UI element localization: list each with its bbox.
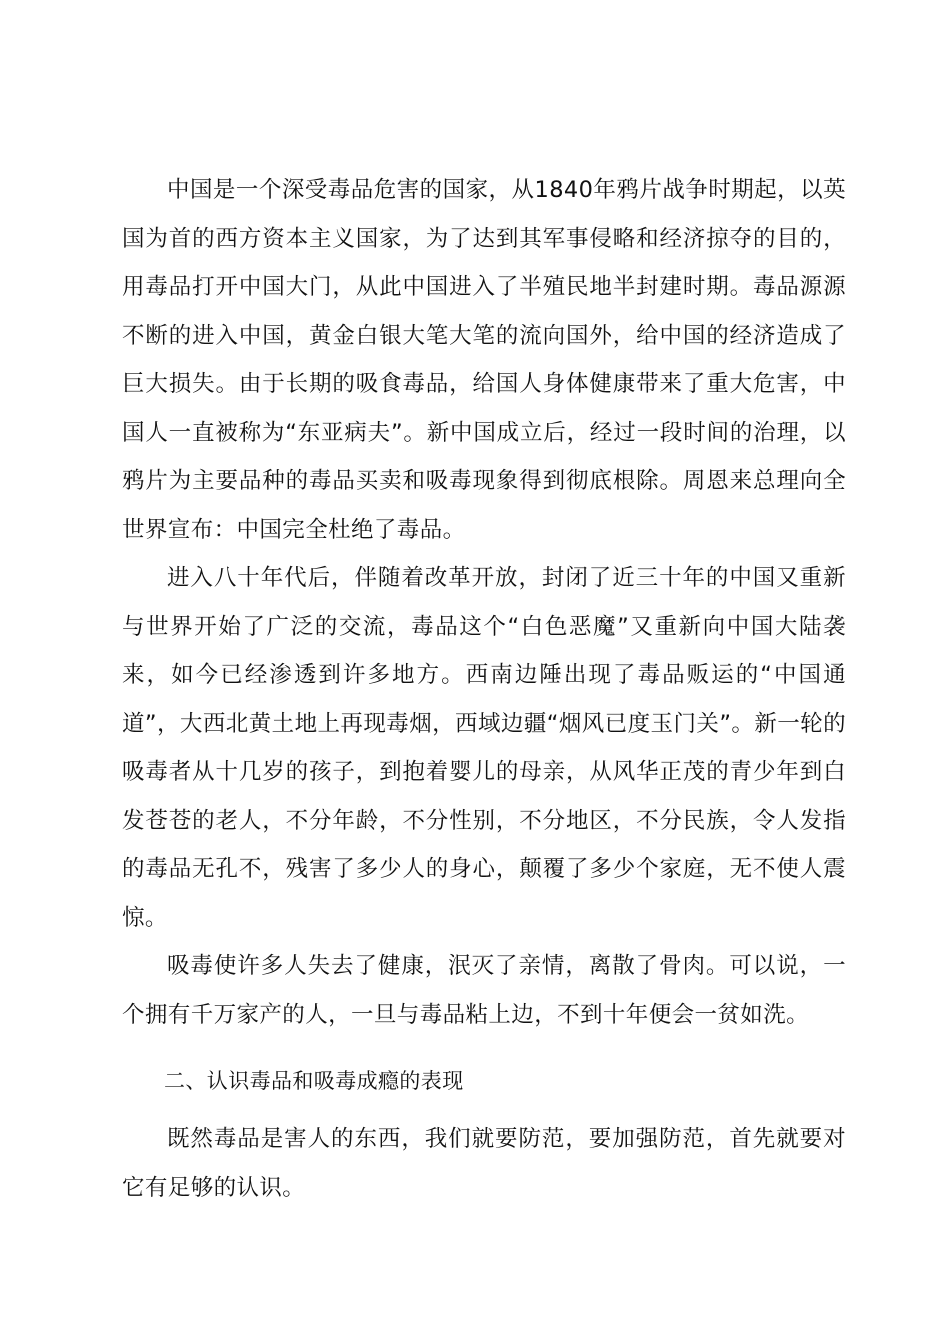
paragraph-closing: 既然毒品是害人的东西，我们就要防范，要加强防范，首先就要对它有足够的认识。 xyxy=(122,1126,846,1201)
document-body xyxy=(122,166,846,1212)
section-heading: 二、认识毒品和吸毒成瘾的表现 xyxy=(164,1069,464,1093)
paragraph-history: 中国是一个深受毒品危害的国家，从1840年鸦片战争时期起，以英国为首的西方资本主义国家，为了达到其军事侵略和经济掠夺的目的，用毒品打开中国大门，从此中国进入了半殖民地半封建时期。毒品源源不断的进入中国，黄金白银大笔大笔的流向国外，给中国的经济造成了巨大损失。由于长期的吸食毒品，给国人身体健康带来了重大危害，中国人一直被称为“东亚病夫”。新中国成立后，经过一段时间的治理，以鸦片为主要品种的毒品买卖和吸毒现象得到彻底根除。周恩来总理向全世界宣布：中国完全杜绝了毒品。 xyxy=(122,177,846,543)
paragraph-resurgence: 进入八十年代后，伴随着改革开放，封闭了近三十年的中国又重新与世界开始了广泛的交流，毒品这个“白色恶魔”又重新向中国大陆袭来，如今已经渗透到许多地方。西南边陲出现了毒品贩运的“中国通道”，大西北黄土地上再现毒烟，西域边疆“烟风已度玉门关”。新一轮的吸毒者从十几岁的孩子，到抱着婴儿的母亲，从风华正茂的青少年到白发苍苍的老人，不分年龄，不分性别，不分地区，不分民族，令人发指的毒品无孔不，残害了多少人的身心，颠覆了多少个家庭，无不使人震惊。 xyxy=(122,565,846,931)
paragraph-consequences: 吸毒使许多人失去了健康，泯灭了亲情，离散了骨肉。可以说，一个拥有千万家产的人，一旦与毒品粘上边，不到十年便会一贫如洗。 xyxy=(122,953,846,1028)
